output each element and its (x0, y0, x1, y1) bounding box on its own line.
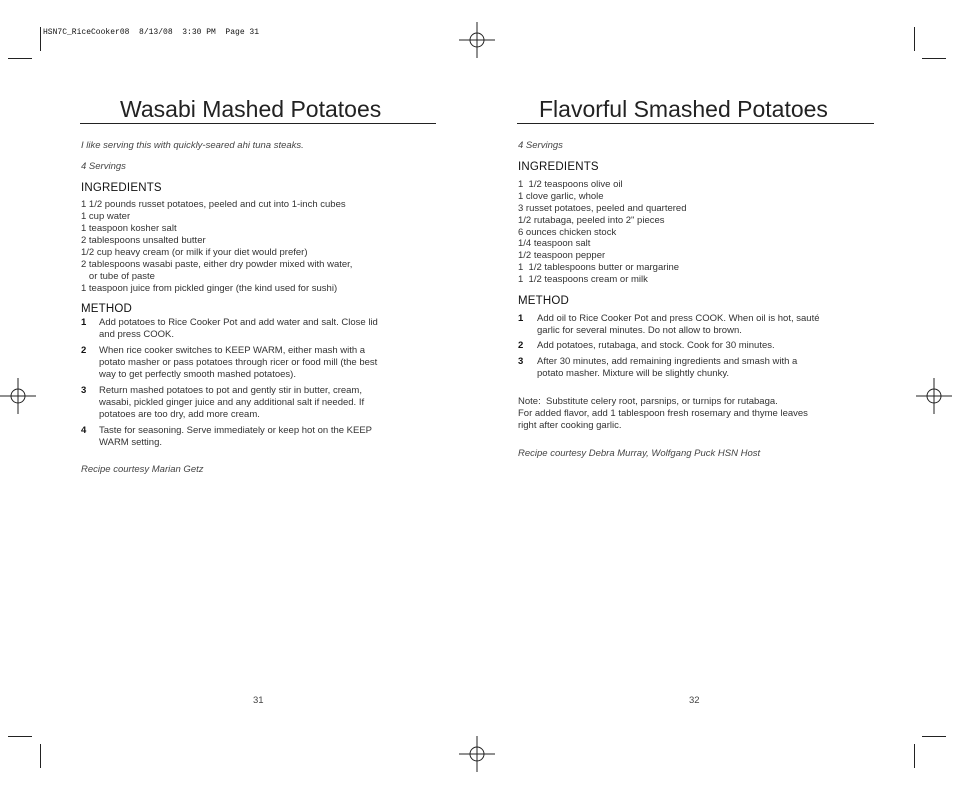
step-text: wasabi, pickled ginger juice and any additional salt if needed. If (99, 397, 365, 408)
recipe-title: Flavorful Smashed Potatoes (517, 95, 874, 124)
crop-mark (40, 744, 41, 768)
recipe-credit: Recipe courtesy Marian Getz (81, 464, 204, 475)
note-line: Note: Substitute celery root, parsnips, or turnips for rutabaga. (518, 396, 778, 407)
ingredient-item: 1 clove garlic, whole (518, 191, 604, 202)
crop-mark (914, 27, 915, 51)
crop-mark (922, 58, 946, 59)
ingredients-heading: INGREDIENTS (518, 161, 599, 173)
step-text: Add potatoes, rutabaga, and stock. Cook for 30 minutes. (537, 340, 775, 351)
step-text: Add oil to Rice Cooker Pot and press COOK. When oil is hot, sauté (537, 313, 820, 324)
ingredient-item: 1 cup water (81, 211, 131, 222)
ingredient-item: 1 1/2 teaspoons olive oil (518, 179, 623, 190)
step-number: 1 (518, 313, 524, 324)
ingredient-item: 3 russet potatoes, peeled and quartered (518, 203, 687, 214)
servings: 4 Servings (518, 140, 563, 151)
step-number: 2 (81, 345, 87, 356)
step-text: WARM setting. (99, 437, 162, 448)
step-text: Add potatoes to Rice Cooker Pot and add water and salt. Close lid (99, 317, 378, 328)
step-text: potato masher. Mixture will be slightly chunky. (537, 368, 730, 379)
print-slug: HSN7C_RiceCooker08 8/13/08 3:30 PM Page 31 (43, 28, 260, 37)
recipe-title: Wasabi Mashed Potatoes (80, 95, 436, 124)
crop-mark (8, 58, 32, 59)
page-number: 31 (253, 695, 264, 706)
ingredient-item: 1 teaspoon kosher salt (81, 223, 177, 234)
step-text: garlic for several minutes. Do not allow to brown. (537, 325, 742, 336)
step-text: potato masher or pass potatoes through ricer or food mill (the best (99, 357, 378, 368)
registration-mark-icon (916, 378, 952, 414)
registration-mark-icon (0, 378, 36, 414)
step-text: potatoes are too dry, add more cream. (99, 409, 260, 420)
step-text: and press COOK. (99, 329, 174, 340)
ingredient-item: 1 1/2 teaspoons cream or milk (518, 274, 648, 285)
note-line: right after cooking garlic. (518, 420, 622, 431)
ingredient-item: 1 teaspoon juice from pickled ginger (the kind used for sushi) (81, 283, 338, 294)
step-number: 2 (518, 340, 524, 351)
step-text: After 30 minutes, add remaining ingredients and smash with a (537, 356, 798, 367)
ingredient-item: 6 ounces chicken stock (518, 227, 617, 238)
step-text: Return mashed potatoes to pot and gently stir in butter, cream, (99, 385, 362, 396)
ingredients-heading: INGREDIENTS (81, 182, 162, 194)
ingredient-item: 2 tablespoons wasabi paste, either dry powder mixed with water, (81, 259, 353, 270)
registration-mark-icon (459, 736, 495, 772)
step-text: Taste for seasoning. Serve immediately or keep hot on the KEEP (99, 425, 373, 436)
step-text: When rice cooker switches to KEEP WARM, either mash with a (99, 345, 366, 356)
ingredient-item: 1/2 teaspoon pepper (518, 250, 606, 261)
method-heading: METHOD (518, 295, 570, 307)
step-number: 1 (81, 317, 87, 328)
step-number: 4 (81, 425, 87, 436)
ingredient-item: or tube of paste (81, 271, 155, 282)
crop-mark (40, 27, 41, 51)
crop-mark (922, 736, 946, 737)
ingredient-item: 1 1/2 pounds russet potatoes, peeled and cut into 1-inch cubes (81, 199, 346, 210)
ingredient-item: 1/2 cup heavy cream (or milk if your diet would prefer) (81, 247, 308, 258)
step-text: way to get perfectly smooth mashed potatoes). (99, 369, 296, 380)
method-heading: METHOD (81, 303, 133, 315)
recipe-credit: Recipe courtesy Debra Murray, Wolfgang Puck HSN Host (518, 448, 761, 459)
crop-mark (8, 736, 32, 737)
ingredient-item: 1/4 teaspoon salt (518, 238, 591, 249)
crop-mark (914, 744, 915, 768)
ingredient-item: 2 tablespoons unsalted butter (81, 235, 206, 246)
step-number: 3 (81, 385, 87, 396)
recipe-intro: I like serving this with quickly-seared ahi tuna steaks. (81, 140, 304, 151)
servings: 4 Servings (81, 161, 126, 172)
step-number: 3 (518, 356, 524, 367)
registration-mark-icon (459, 22, 495, 58)
note-line: For added flavor, add 1 tablespoon fresh rosemary and thyme leaves (518, 408, 808, 419)
ingredient-item: 1 1/2 tablespoons butter or margarine (518, 262, 680, 273)
page-number: 32 (689, 695, 700, 706)
ingredient-item: 1/2 rutabaga, peeled into 2" pieces (518, 215, 665, 226)
